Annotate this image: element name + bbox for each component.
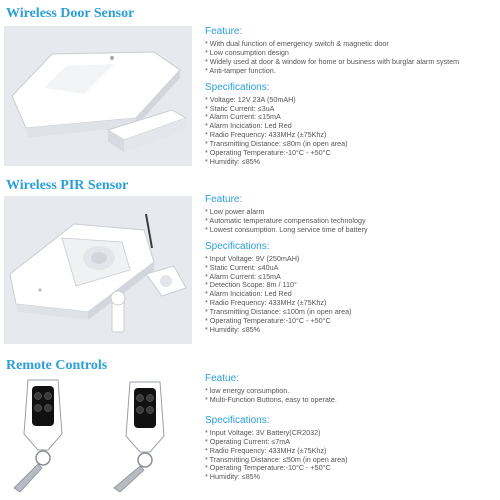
remote-spec-list bbox=[205, 429, 497, 482]
list-item: * Transmitting Distance: ≤80m (in open area) bbox=[205, 139, 348, 149]
list-item: * Multi-Function Buttons, easy to operate. bbox=[205, 394, 337, 404]
pir-spec-heading: Specifications: bbox=[205, 240, 270, 252]
list-item: * Transmitting Distance: ≤100m (in open area) bbox=[205, 307, 352, 317]
list-item: * Operating Temperature:-10°C - +50°C bbox=[205, 148, 331, 158]
pir-sensor-title: Wireless PIR Sensor bbox=[6, 178, 129, 193]
list-item: * Low consumption design bbox=[205, 47, 289, 57]
list-item: * Alarm Current: ≤15mA bbox=[205, 271, 281, 281]
list-item: * Low power alarm bbox=[205, 207, 265, 216]
list-item: * Humidity: ≤85% bbox=[205, 324, 261, 334]
pir-sensor-illustration bbox=[4, 196, 192, 344]
list-item: * Radio Frequency: 433MHz (±75Khz) bbox=[205, 130, 327, 140]
list-item: * Static Current: ≤3uA bbox=[205, 103, 275, 113]
remote-controls-title: Remote Controls bbox=[6, 358, 108, 373]
remote-feature-heading: Featue: bbox=[205, 373, 239, 384]
remote-spec-heading: Specifications: bbox=[205, 414, 270, 426]
list-item: * Voltage: 12V 23A (50mAH) bbox=[205, 94, 296, 104]
list-item: * Radio Frequency: 433MHz (±75Khz) bbox=[205, 445, 327, 455]
list-item: * Alarm Current: ≤15mA bbox=[205, 112, 281, 122]
list-item: * Static Current: ≤40uA bbox=[205, 262, 279, 272]
list-item: * Input Voltage: 9V (250mAH) bbox=[205, 253, 300, 263]
pir-feature-heading: Feature: bbox=[205, 194, 243, 205]
list-item: * Radio Frequency: 433MHz (±75Khz) bbox=[205, 298, 327, 308]
remote-controls-photo bbox=[4, 376, 192, 496]
list-item: * low energy consumption. bbox=[205, 386, 290, 395]
list-item: * Detection Scope: 8m / 110° bbox=[205, 280, 297, 290]
list-item: * Input Voltage: 3V Battery(CR2032) bbox=[205, 427, 321, 437]
pir-feature-list bbox=[205, 208, 497, 235]
remote-feature-list bbox=[205, 387, 497, 405]
door-sensor-specs bbox=[205, 26, 497, 167]
list-item: * Automatic temperature compensation technology bbox=[205, 215, 366, 225]
list-item: * With dual function of emergency switch & magnetic door bbox=[205, 39, 389, 48]
list-item: * Transmitting Distance: ≤50m (in open area) bbox=[205, 454, 348, 464]
remote-controls-illustration bbox=[4, 376, 192, 496]
list-item: * Operating Temperature:-10°C - +50°C bbox=[205, 463, 331, 473]
list-item: * Humidity: ≤85% bbox=[205, 472, 261, 482]
door-sensor-title: Wireless Door Sensor bbox=[6, 6, 135, 21]
door-feature-heading: Feature: bbox=[205, 26, 243, 37]
door-sensor-illustration bbox=[4, 26, 192, 166]
pir-sensor-photo bbox=[4, 196, 192, 344]
list-item: * Anti-tamper function. bbox=[205, 65, 276, 75]
door-sensor-photo bbox=[4, 26, 192, 166]
pir-spec-list bbox=[205, 255, 497, 335]
door-spec-list bbox=[205, 96, 497, 167]
pir-sensor-specs bbox=[205, 194, 497, 335]
remote-controls-specs bbox=[205, 373, 497, 482]
list-item: * Alarm Incication: Led Red bbox=[205, 121, 292, 131]
list-item: * Widely used at door & window for home or business with burglar alarm system bbox=[205, 56, 460, 66]
list-item: * Lowest consumption. Long service time of battery bbox=[205, 224, 368, 234]
list-item: * Operating Temperature:-10°C - +50°C bbox=[205, 316, 331, 326]
list-item: * Alarm Incication: Led Red bbox=[205, 289, 292, 299]
list-item: * Humidity: ≤85% bbox=[205, 156, 261, 166]
door-feature-list bbox=[205, 40, 497, 76]
door-spec-heading: Specifications: bbox=[205, 81, 270, 93]
list-item: * Operating Current: ≤7mA bbox=[205, 436, 291, 446]
